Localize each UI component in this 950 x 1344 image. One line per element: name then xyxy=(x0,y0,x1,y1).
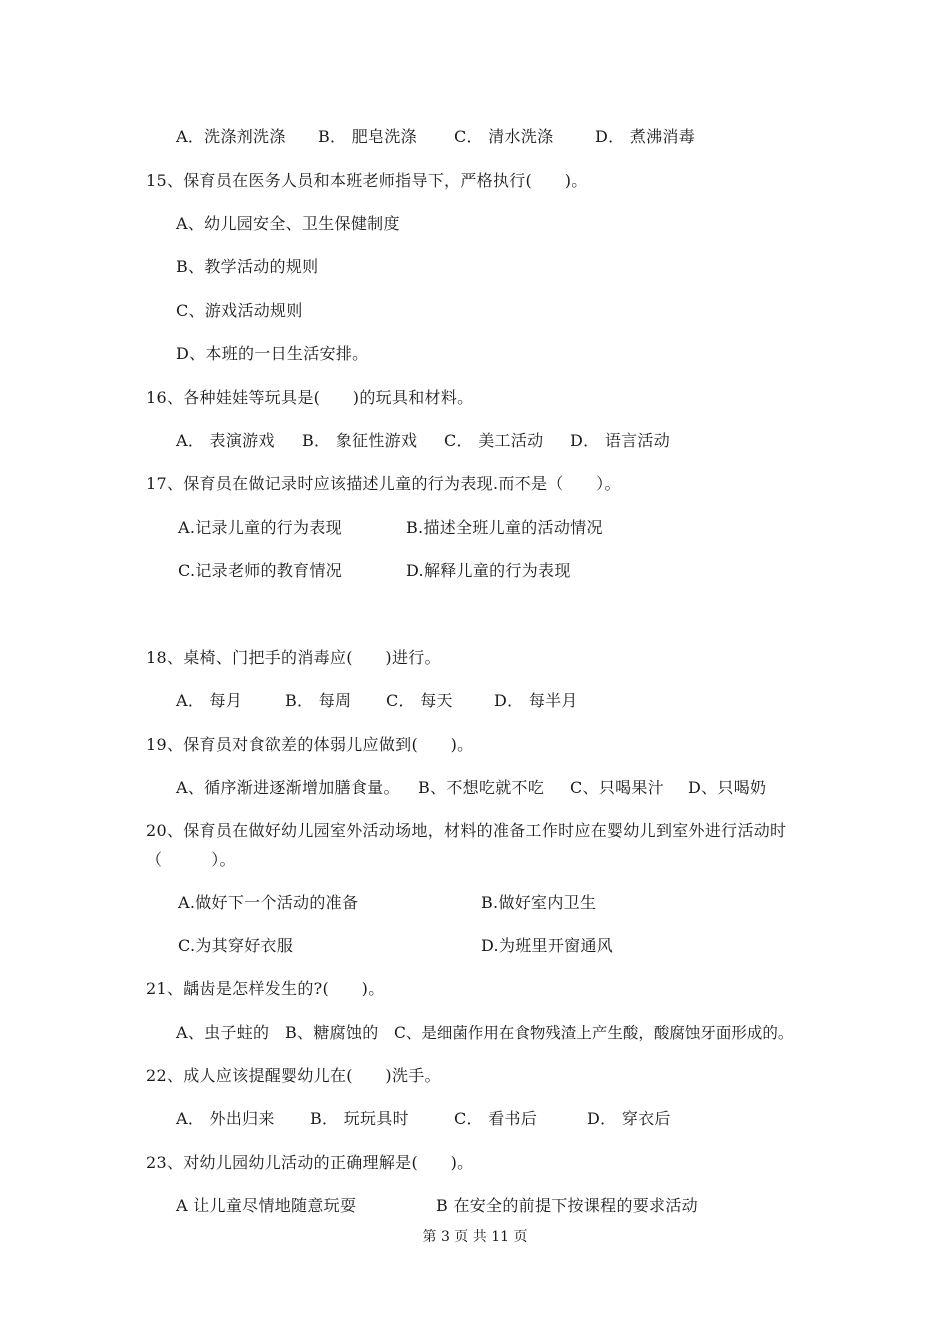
q20-option-b: B.做好室内卫生 xyxy=(481,893,597,912)
question-23: 23、对幼儿园幼儿活动的正确理解是( )。 xyxy=(146,1153,474,1172)
q16-option-d: D． 语言活动 xyxy=(570,431,671,450)
q21-option-b: B、糖腐蚀的 xyxy=(285,1023,379,1042)
question-18: 18、桌椅、门把手的消毒应( )进行。 xyxy=(146,648,441,667)
q16-option-c: C． 美工活动 xyxy=(444,431,544,450)
q22-option-d: D． 穿衣后 xyxy=(587,1109,671,1128)
q18-option-b: B． 每周 xyxy=(285,691,352,710)
q14-option-a: A．洗涤剂洗涤 xyxy=(176,127,286,146)
question-19: 19、保育员对食欲差的体弱儿应做到( )。 xyxy=(146,735,474,754)
q21-option-c: C、是细菌作用在食物残渣上产生酸，酸腐蚀牙面形成的。 xyxy=(394,1024,794,1042)
q20-option-c: C.为其穿好衣服 xyxy=(178,936,294,955)
q15-option-a: A、幼儿园安全、卫生保健制度 xyxy=(176,214,400,233)
q14-option-c: C． 清水洗涤 xyxy=(454,127,554,146)
q19-option-b: B、不想吃就不吃 xyxy=(418,778,545,797)
q22-option-b: B． 玩玩具时 xyxy=(310,1109,409,1128)
question-15: 15、保育员在医务人员和本班老师指导下，严格执行( )。 xyxy=(146,171,588,190)
q19-option-c: C、只喝果汁 xyxy=(570,778,665,797)
q20-option-a: A.做好下一个活动的准备 xyxy=(178,893,359,912)
q22-option-c: C． 看书后 xyxy=(454,1109,538,1128)
q15-option-c: C、游戏活动规则 xyxy=(176,301,303,320)
q19-option-d: D、只喝奶 xyxy=(688,778,767,797)
q20-option-d: D.为班里开窗通风 xyxy=(481,936,614,955)
question-22: 22、成人应该提醒婴幼儿在( )洗手。 xyxy=(146,1066,441,1085)
q23-option-b: B 在安全的前提下按课程的要求活动 xyxy=(436,1196,698,1215)
question-16: 16、各种娃娃等玩具是( )的玩具和材料。 xyxy=(146,388,474,407)
q19-option-a: A、循序渐进逐渐增加膳食量。 xyxy=(176,778,400,797)
q22-option-a: A． 外出归来 xyxy=(176,1109,275,1128)
question-20: 20、保育员在做好幼儿园室外活动场地，材料的准备工作时应在婴幼儿到室外进行活动时 xyxy=(146,821,787,840)
q16-option-a: A． 表演游戏 xyxy=(176,431,275,450)
q17-option-b: B.描述全班儿童的活动情况 xyxy=(406,518,603,537)
question-20-continued: （ ）。 xyxy=(146,850,236,869)
q15-option-b: B、教学活动的规则 xyxy=(176,257,319,276)
q23-option-a: A 让儿童尽情地随意玩耍 xyxy=(176,1196,357,1215)
question-21: 21、龋齿是怎样发生的?( )。 xyxy=(146,979,385,998)
q14-option-d: D． 煮沸消毒 xyxy=(595,127,696,146)
q21-option-a: A、虫子蛀的 xyxy=(176,1023,270,1042)
q18-option-c: C． 每天 xyxy=(386,691,453,710)
q18-option-d: D． 每半月 xyxy=(494,691,578,710)
q17-option-d: D.解释儿童的行为表现 xyxy=(406,561,571,580)
q14-option-b: B． 肥皂洗涤 xyxy=(318,127,417,146)
q18-option-a: A． 每月 xyxy=(176,691,243,710)
q16-option-b: B． 象征性游戏 xyxy=(302,431,418,450)
question-17: 17、保育员在做记录时应该描述儿童的行为表现.而不是（ ）。 xyxy=(146,474,621,493)
q15-option-d: D、本班的一日生活安排。 xyxy=(176,344,369,363)
q17-option-a: A.记录儿童的行为表现 xyxy=(178,518,342,537)
q17-option-c: C.记录老师的教育情况 xyxy=(178,561,343,580)
page-number-footer: 第 3 页 共 11 页 xyxy=(422,1229,528,1245)
